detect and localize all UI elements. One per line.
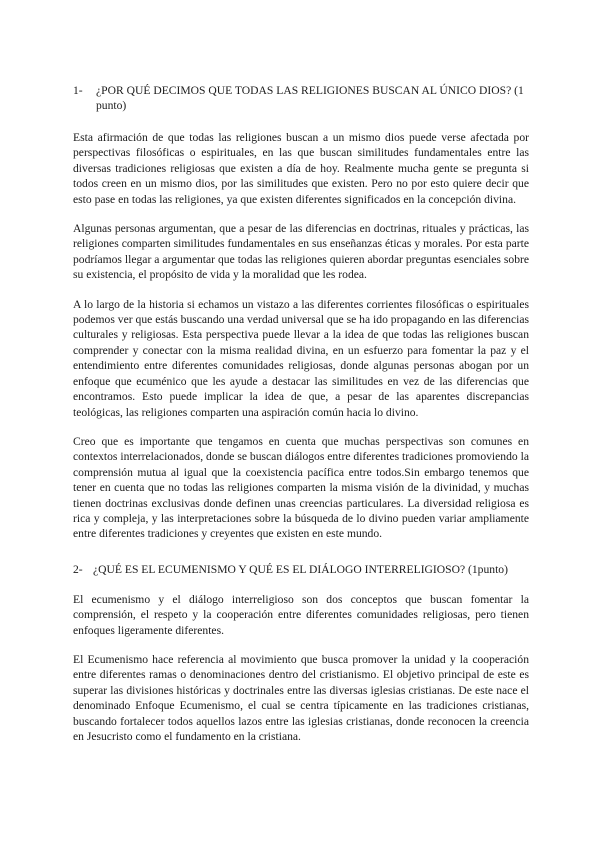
section-1-paragraph-2: Algunas personas argumentan, que a pesar de las diferencias en doctrinas, rituales y prácticas, las religiones comparten similitudes fundamentales en sus enseñanzas éticas y morales. Por esta parte podríamos llegar a argumentar que todas las religiones quieren abordar preguntas esenciales sobre su existencia, el propósito de vida y la moralidad que les rodea.	[73, 222, 529, 282]
section-1-paragraph-3: A lo largo de la historia si echamos un vistazo a las diferentes corrientes filosóficas o espirituales podemos ver que estás buscando una verdad universal que se ha ido propagando en las diferencias culturales y religiosas. Esta perspectiva puede llevar a la idea de que todas las religiones buscan comprender y conectar con la misma realidad divina, en un esfuerzo para fomentar la paz y el entendimiento entre diferentes comunidades religiosas, donde algunas personas abogan por un enfoque que ecuménico que les ayude a destacar las similitudes en vez de las diferencias que encontramos. Esto puede implicar la idea de que, a pesar de las aparentes discrepancias teológicas, las religiones comparten una aspiración común hacia lo divino.	[73, 297, 529, 419]
section-2-paragraph-1: El ecumenismo y el diálogo interreligioso son dos conceptos que buscan fomentar la comprensión, el respeto y la cooperación entre diferentes comunidades religiosas, pero tienen enfoques ligeramente diferentes.	[73, 592, 529, 637]
section-2-title: ¿QUÉ ES EL ECUMENISMO Y QUÉ ES EL DIÁLOGO INTERRELIGIOSO? (1punto)	[93, 562, 508, 576]
section-1-number: 1-	[73, 84, 83, 97]
section-2-number: 2-	[73, 562, 83, 576]
section-1-paragraph-1: Esta afirmación de que todas las religiones buscan a un mismo dios puede verse afectada por perspectivas filosóficas o espirituales, en las que buscan similitudes fundamentales entre las diversas tradiciones religiosas que existen a día de hoy. Realmente mucha gente se pregunta si todos creen en un mismo dios, por las similitudes que existen. Pero no por esto quiere decir que esto pase en todas las religiones, ya que existen diferentes significados en la concepción divina.	[73, 131, 529, 206]
section-1-title: ¿POR QUÉ DECIMOS QUE TODAS LAS RELIGIONES BUSCAN AL ÚNICO DIOS? (1 punto)	[96, 84, 524, 112]
section-2-paragraph-2: El Ecumenismo hace referencia al movimiento que busca promover la unidad y la cooperación entre diferentes ramas o denominaciones dentro del cristianismo. El objetivo principal de este es superar las divisiones históricas y doctrinales entre las diversas iglesias cristianas. De este nace el denominado Enfoque Ecumenismo, el cual se centra típicamente en las tradiciones cristianas, buscando fortalecer todos aquellos lazos entre las iglesias cristianas, donde reconocen la creencia en Jesucristo como el fundamento en la cristiana.	[73, 652, 529, 743]
section-1-heading	[73, 83, 529, 113]
section-2-heading	[73, 562, 529, 577]
section-1-paragraph-4: Creo que es importante que tengamos en cuenta que muchas perspectivas son comunes en contextos interrelacionados, donde se buscan diálogos entre diferentes tradiciones promoviendo la comprensión mutua al igual que la coexistencia pacífica entre todos.Sin embargo tenemos que tener en cuenta que no todas las religiones comparten la misma visión de la divinidad, y muchas tienen doctrinas exclusivas donde definen unas creencias particulares. La diversidad religiosa es rica y compleja, y las interpretaciones sobre la búsqueda de lo divino pueden variar ampliamente entre diferentes tradiciones y creyentes que existen en este mundo.	[73, 434, 529, 541]
